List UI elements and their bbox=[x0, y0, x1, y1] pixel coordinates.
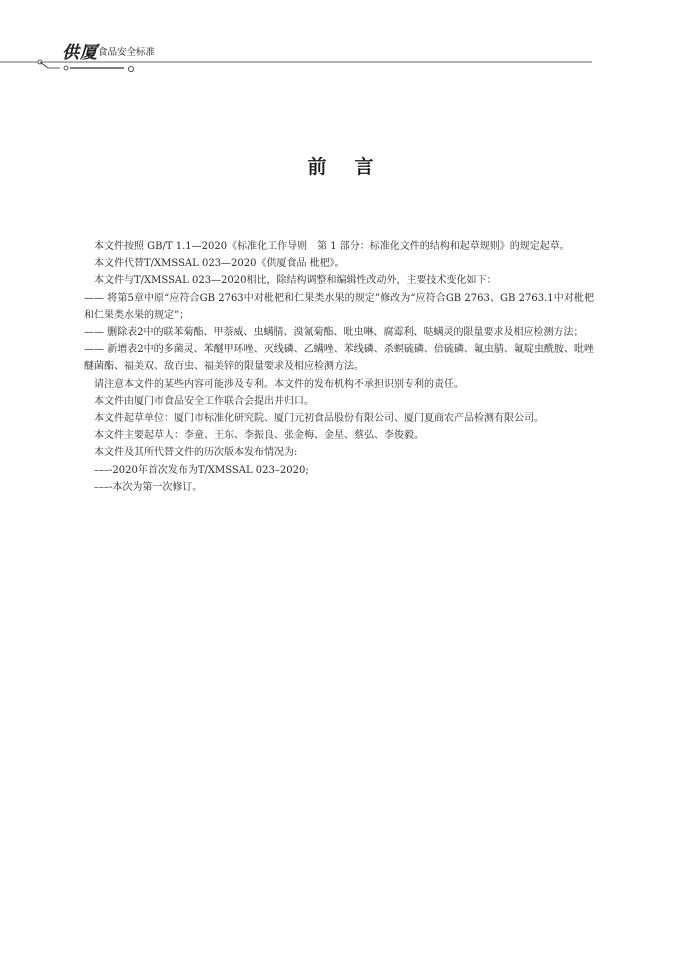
list-item-history-2: –––-本次为第一次修订。 bbox=[94, 481, 203, 493]
header-rule-decoration bbox=[0, 0, 681, 80]
paragraph-proposer: 本文件由厦门市食品安全工作联合会提出并归口。 bbox=[94, 395, 314, 407]
list-item-change-2: —— 删除表2中的联苯菊酯、甲萘威、虫螨腈、溴氰菊酯、吡虫啉、腐霉利、哒螨灵的限量要求及相应检测方法； bbox=[84, 327, 584, 339]
paragraph-patent-notice: 请注意本文件的某些内容可能涉及专利。本文件的发布机构不承担识别专利的责任。 bbox=[94, 378, 464, 390]
page-header bbox=[0, 0, 681, 80]
list-item-change-3: —— 新增表2中的多菌灵、苯醚甲环唑、灭线磷、乙螨唑、苯线磷、杀螟硫磷、倍硫磷、氟虫腈、氟啶虫酰胺、吡唑醚菌酯、福美双、敌百虫、福美锌的限量要求及相应检测方法。 bbox=[84, 344, 594, 373]
foreword-body bbox=[74, 238, 594, 496]
paragraph-drafters: 本文件主要起草人：李童、王东、李振良、张金梅、金星、蔡弘、李俊毅。 bbox=[94, 430, 424, 442]
header-subtitle: 食品安全标准 bbox=[98, 47, 156, 58]
paragraph-history-intro: 本文件及其所代替文件的历次版本发布情况为: bbox=[94, 447, 298, 459]
list-item-history-1: –––-2020年首次发布为T/XMSSAL 023–2020; bbox=[94, 464, 309, 476]
list-item-change-1: —— 将第5章中原“应符合GB 2763中对枇杷和仁果类水果的规定”修改为“应符合GB 2763、GB 2763.1中对枇杷和仁果类水果的规定”； bbox=[84, 292, 594, 321]
paragraph-changes-intro: 本文件与T/XMSSAL 023—2020相比，除结构调整和编辑性改动外，主要技术变化如下： bbox=[94, 275, 497, 287]
header-logo: 供厦 bbox=[62, 43, 98, 63]
page-title: 前言 bbox=[307, 156, 402, 178]
paragraph-replaces: 本文件代替T/XMSSAL 023—2020《供厦食品 枇杷》。 bbox=[94, 258, 345, 270]
paragraph-drafting-units: 本文件起草单位：厦门市标准化研究院、厦门元初食品股份有限公司、厦门夏商农产品检测有限公司。 bbox=[94, 413, 544, 425]
paragraph-drafting-rules: 本文件按照 GB/T 1.1—2020《标准化工作导则 第 1 部分：标准化文件的结构和起草规则》的规定起草。 bbox=[94, 241, 570, 252]
